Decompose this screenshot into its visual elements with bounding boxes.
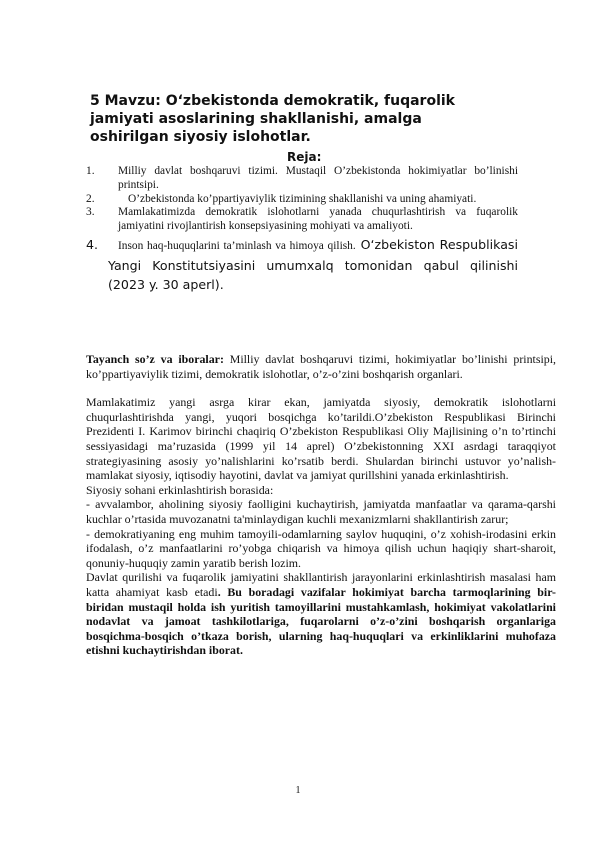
page-number: 1	[295, 785, 301, 796]
plan-list	[86, 165, 518, 294]
plan-item-text: Milliy davlat boshqaruvi tizimi. Mustaqil O’zbekistonda hokimiyatlar bo’linishi printsipi.	[118, 165, 518, 191]
body-paragraph: - avvalambor, aholining siyosiy faolligini kuchaytirish, jamiyatda manfaatlar va qarama-qarshi kuchlar o’rtasida muvozanatni ta'minlaydigan kuchli mexanizmlarni shakllantirish zarur;	[86, 497, 556, 526]
plan-item-text	[108, 235, 518, 294]
plan-item-text-serif: Inson haq-huquqlarini ta’minlash va himoya qilish.	[118, 239, 356, 252]
body-paragraph: Mamlakatimiz yangi asrga kirar ekan, jamiyatda siyosiy, demokratik islohotlarni chuqurlashtirishda yangi, yuqori bosqichga ko’tarildi.O’zbekiston Respublikasi Birinchi Prezidenti I. Karimov birinchi chaqiriq O’zbekiston Respublikasi Oliy Majlisining o’n to’rtinchi sessiyasidagi ma’ruzasida (1999 yil 14 aprel) O’zbekistonning XXI asrdagi taraqqiyot strategiyasining asosiy yo’nalishlarini ko’rsatib berdi. Shulardan birinchi ustuvor yo’nalish-mamlakat siyosiy, iqtisodiy hayotini, davlat va jamiyat qurillshini yanada erkinlashtirish.	[86, 395, 556, 483]
plan-item-text: O’zbekistonda ko’ppartiyaviylik tizimining shakllanishi va uning ahamiyati.	[128, 192, 477, 205]
keywords-paragraph	[86, 352, 556, 381]
plan-item-number: 4.	[86, 236, 99, 252]
keywords-text: Milliy davlat boshqaruvi tizimi, hokimiyatlar bo’linishi printsipi, ko’ppartiyaviylik tizimi, demokratik islohotlar, o’z-o’zini boshqarish organlari.	[86, 352, 556, 381]
plan-item-text: Mamlakatimizda demokratik islohotlarni yanada chuqurlashtirish va fuqarolik jamiyatini rivojlantirish konsepsiyasining mohiyati va amaliyoti.	[118, 206, 518, 233]
body-paragraph: Siyosiy sohani erkinlashtirish borasida:	[86, 482, 274, 497]
plan-item-number: 1.	[86, 165, 95, 177]
plan-heading: Reja:	[287, 150, 322, 164]
plan-item	[86, 193, 518, 207]
body-text	[86, 352, 556, 658]
plan-item-number: 2.	[86, 192, 95, 205]
plan-item	[86, 235, 518, 294]
body-paragraph-bold: . Bu boradagi vazifalar hokimiyat barcha tarmoqlarining bir-biridan mustaqil holda ish yuritish tamoyillarini mustahkamlash, hokimiyat vakolatlarini nodavlat va jamoat tashkilotlariga, fuqarolarni o’z-o’zini boshqarish organlariga bosqichma-bosqich o’tkaza borish, ularning haq-huquqlari va erkinliklarini muhofaza etishni kuchaytirishdan iborat.	[86, 584, 556, 658]
keywords-label: Tayanch so’z va iboralar:	[86, 352, 224, 366]
plan-item	[86, 165, 518, 193]
plan-item	[86, 206, 518, 234]
plan-item-text-sans: O‘zbekiston Respublikasi Yangi Konstitutsiyasini umumxalq tomonidan qabul qilinishi (2023 y. 30 aperl).	[108, 236, 518, 292]
body-paragraph	[86, 570, 556, 658]
body-paragraph: - demokratiyaning eng muhim tamoyili-odamlarning saylov huquqini, o’z xohish-irodasini erkin ifodalash, o’z manfaatlarini ro’yobga chiqarish va himoya qilish uchun haqiqiy shart-sharoit, qonuniy-huquqiy zamin yaratib berish lozim.	[86, 526, 556, 570]
body-paragraph-normal: Davlat qurilishi va fuqarolik jamiyatini shakllantirish jarayonlarini erkinlashtirish masalasi ham katta ahamiyat kasb etadi	[86, 570, 556, 599]
plan-item-number: 3.	[86, 206, 95, 219]
lecture-title: 5 Mavzu: O‘zbekistonda demokratik, fuqarolik jamiyati asoslarining shakllanishi, amalga oshirilgan siyosiy islohotlar.	[90, 93, 455, 145]
